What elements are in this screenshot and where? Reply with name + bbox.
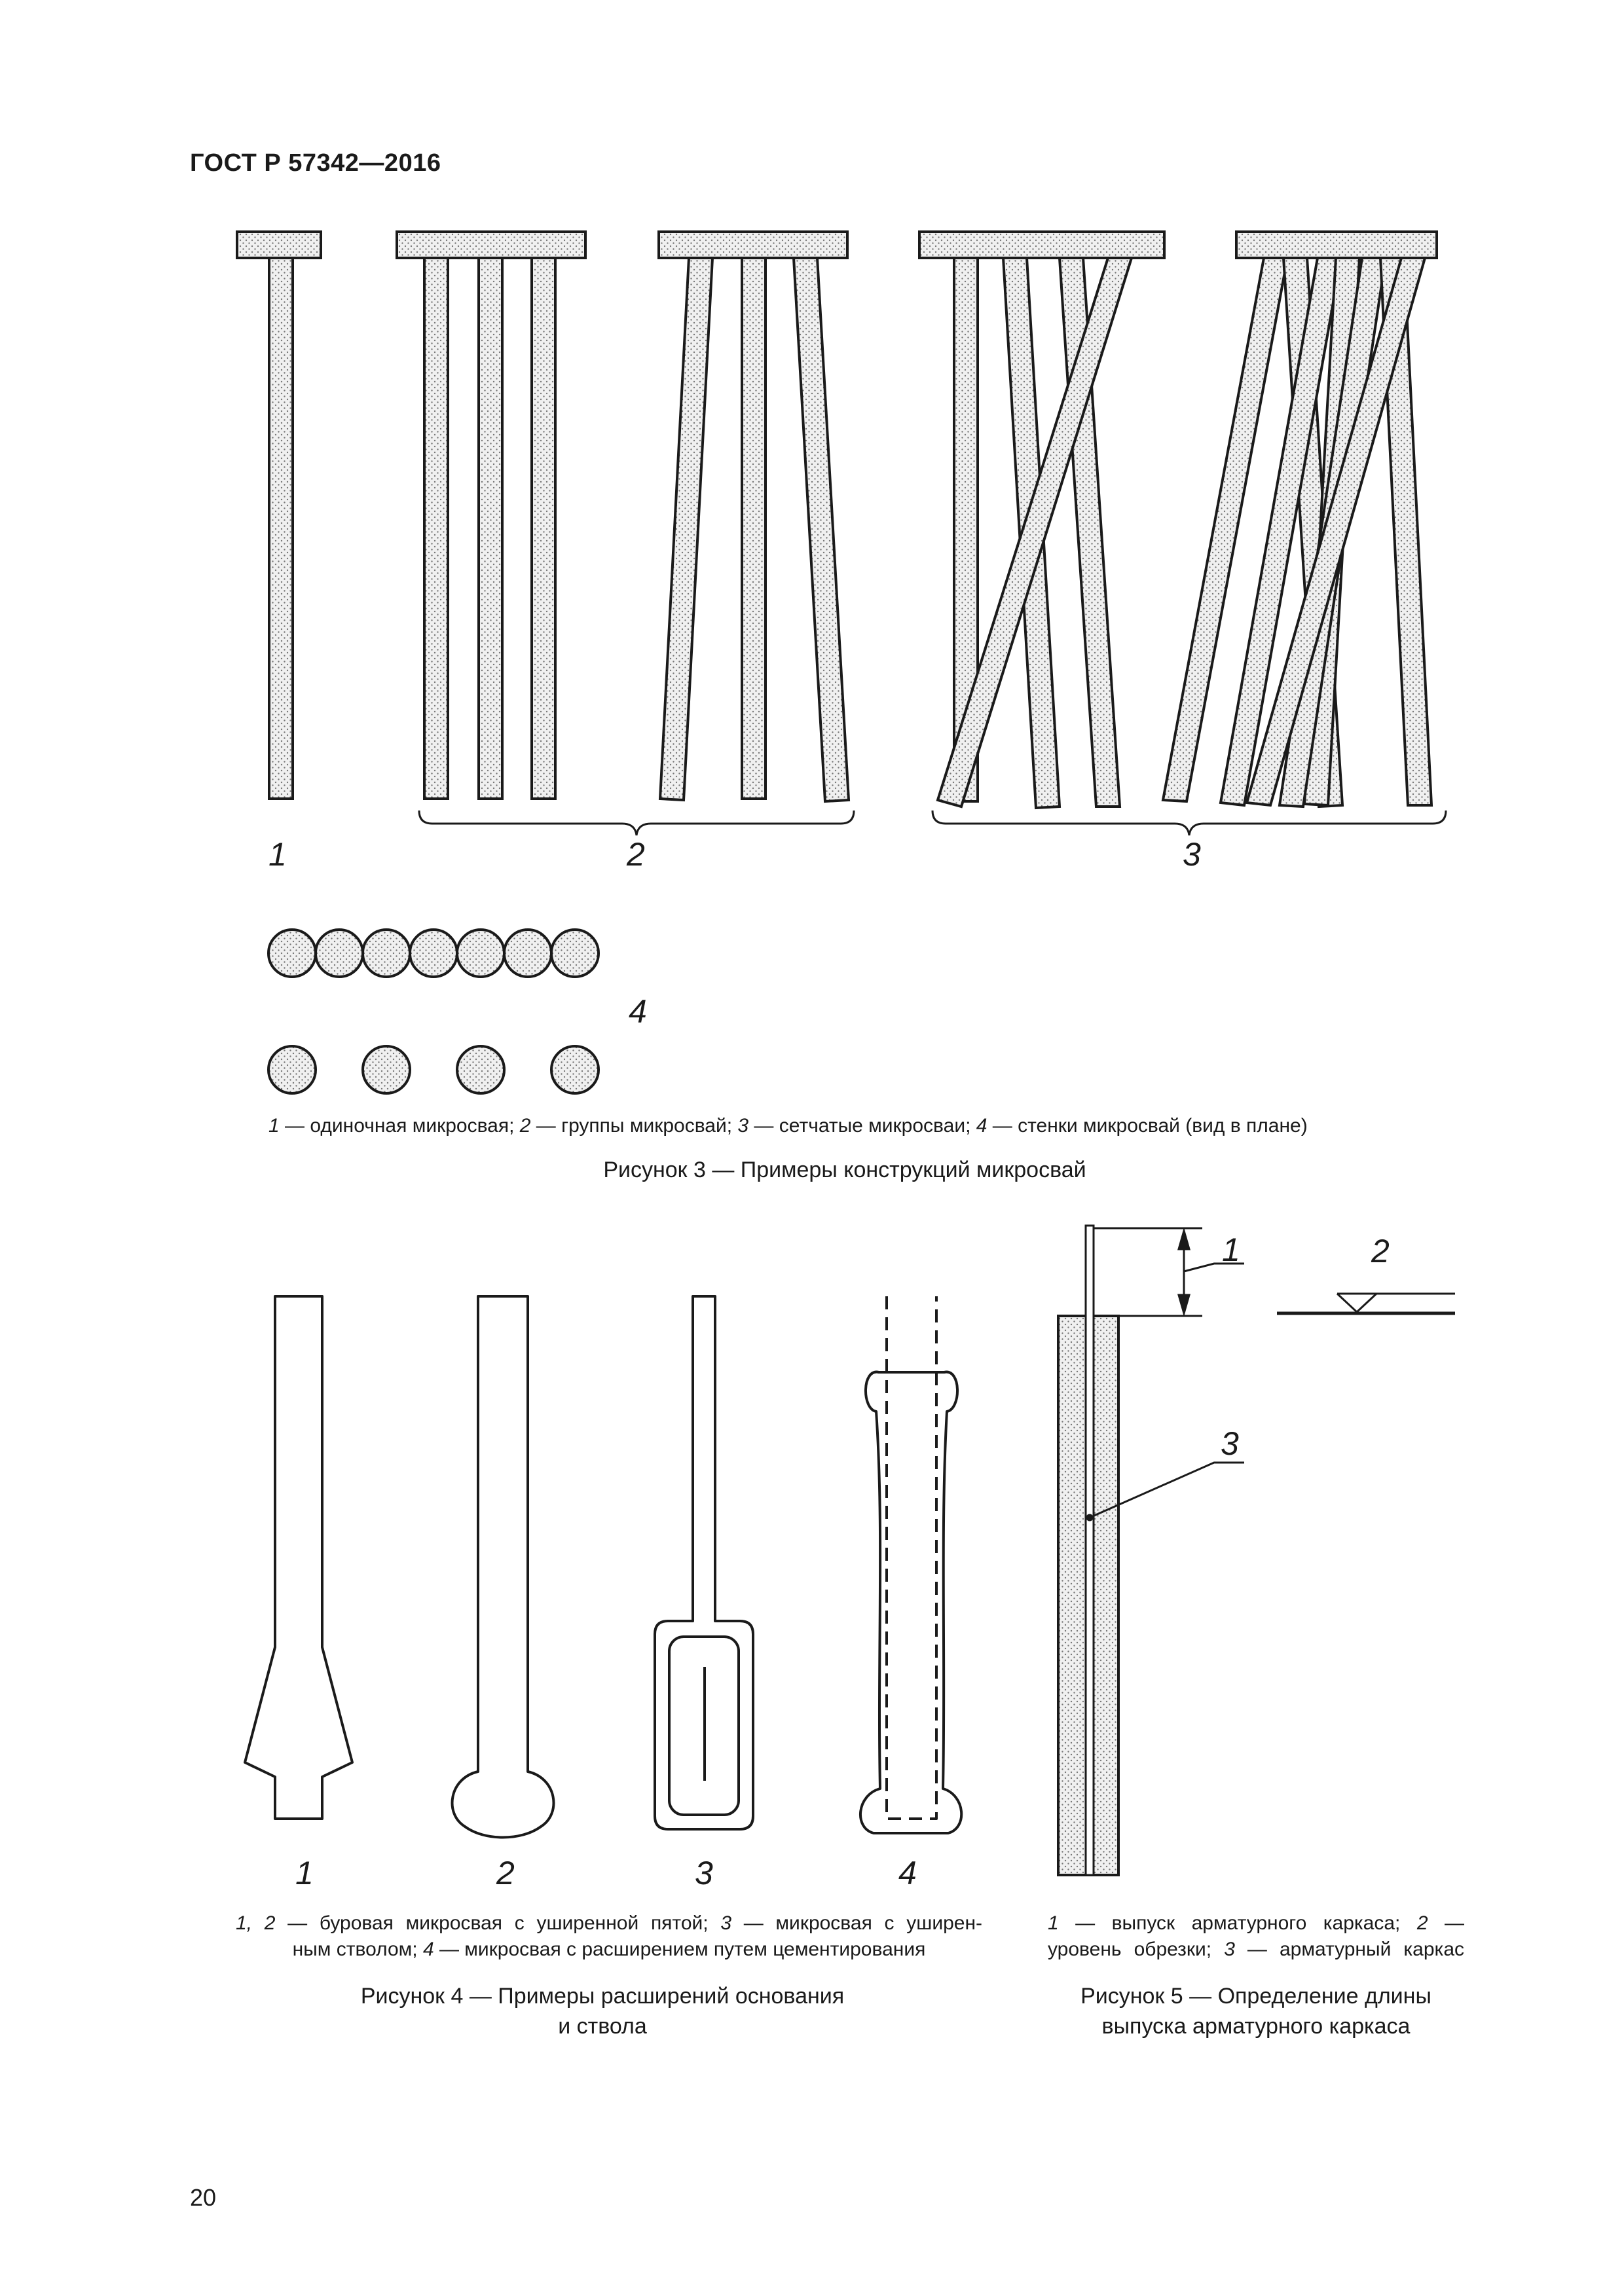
legend-num: 3: [720, 1912, 732, 1934]
fig3-label-3: 3: [1183, 836, 1201, 873]
figure4-legend-line2: [236, 1937, 982, 1963]
fig5-label-3: 3: [1221, 1425, 1239, 1462]
legend-text: — выпуск арматурного каркаса;: [1058, 1912, 1417, 1934]
figure5-caption: [1048, 1981, 1464, 2041]
legend-text: —: [1428, 1912, 1464, 1934]
fig4-label-1: 1: [295, 1855, 314, 1891]
figure3-caption: Рисунок 3 — Примеры конструкций микросвай: [603, 1157, 1086, 1182]
network-micropiles-b: [1163, 232, 1437, 807]
legend-num: 2: [519, 1115, 531, 1137]
figure5-caption-line2: выпуска арматурного каркаса: [1101, 2014, 1411, 2039]
legend-text: — микросвая с уширен-: [731, 1912, 983, 1934]
spaced-wall: [268, 1046, 599, 1093]
document-code: ГОСТ Р 57342—2016: [190, 149, 441, 177]
grouted-enlargement: [860, 1296, 961, 1833]
legend-text: уровень обрезки;: [1048, 1939, 1225, 1960]
legend-num: 1: [268, 1115, 280, 1137]
legend-text: — стенки микросвай (вид в плане): [987, 1115, 1308, 1137]
micropile-group-vertical: [397, 232, 585, 799]
legend-text: — одиночная микросвая;: [279, 1115, 520, 1137]
legend-num: 4: [422, 1939, 434, 1960]
figure5-drawing: [1058, 1226, 1455, 1875]
legend-text: — микросвая с расширением путем цементирования: [434, 1939, 926, 1960]
fig5-label-1: 1: [1222, 1231, 1240, 1268]
legend-text: — арматурный каркас: [1234, 1939, 1464, 1960]
network-micropiles-a: [919, 232, 1164, 808]
figure4-caption-line1: Рисунок 4 — Примеры расширений основания: [360, 1984, 845, 2009]
cut-off-level-marker: [1277, 1294, 1455, 1313]
enlarged-base-bulb: [452, 1296, 554, 1838]
enlarged-base-cone: [245, 1296, 352, 1819]
figure4-legend-line1: [236, 1910, 982, 1937]
fig3-label-1: 1: [268, 836, 287, 873]
legend-num: 1, 2: [236, 1912, 276, 1934]
figure5-legend: [1048, 1910, 1464, 1963]
legend-num: 4: [976, 1115, 987, 1137]
fig3-label-2: 2: [627, 836, 645, 873]
legend-text: ным стволом;: [292, 1939, 423, 1960]
fig4-label-2: 2: [496, 1855, 515, 1891]
figure3-braces: [419, 811, 1446, 835]
legend-num: 2: [1416, 1912, 1428, 1934]
rebar-cage: [1086, 1226, 1094, 1875]
enlarged-shaft: [655, 1296, 753, 1829]
micropile-walls-plan: [268, 930, 599, 1093]
fig3-label-4: 4: [629, 993, 647, 1030]
brace-group-2: [419, 811, 854, 835]
fig5-label-2: 2: [1371, 1233, 1390, 1269]
legend-text: — группы микросвай;: [530, 1115, 738, 1137]
legend-num: 3: [737, 1115, 749, 1137]
figure4-caption-line2: и ствола: [558, 2014, 647, 2039]
brace-group-3: [932, 811, 1446, 835]
figure4-drawing: [245, 1296, 961, 1838]
single-micropile: [237, 232, 321, 799]
fig4-label-4: 4: [898, 1855, 917, 1891]
figure3-drawing: [237, 232, 1437, 808]
figure4-caption: [275, 1981, 930, 2041]
page-number: 20: [190, 2184, 217, 2211]
figure5-caption-line1: Рисунок 5 — Определение длины: [1080, 1984, 1431, 2009]
fig4-label-3: 3: [695, 1855, 713, 1891]
continuous-wall: [268, 930, 599, 977]
legend-text: — буровая микросвая с уширенной пятой;: [275, 1912, 721, 1934]
figure5-legend-line1: [1048, 1910, 1464, 1937]
legend-num: 3: [1224, 1939, 1235, 1960]
legend-text: — сетчатые микросваи;: [748, 1115, 976, 1137]
legend-num: 1: [1048, 1912, 1059, 1934]
figure3-legend: [268, 1113, 1454, 1139]
figure5-legend-line2: [1048, 1937, 1464, 1963]
figure4-legend: [236, 1910, 982, 1963]
micropile-group-inclined: [659, 232, 849, 801]
